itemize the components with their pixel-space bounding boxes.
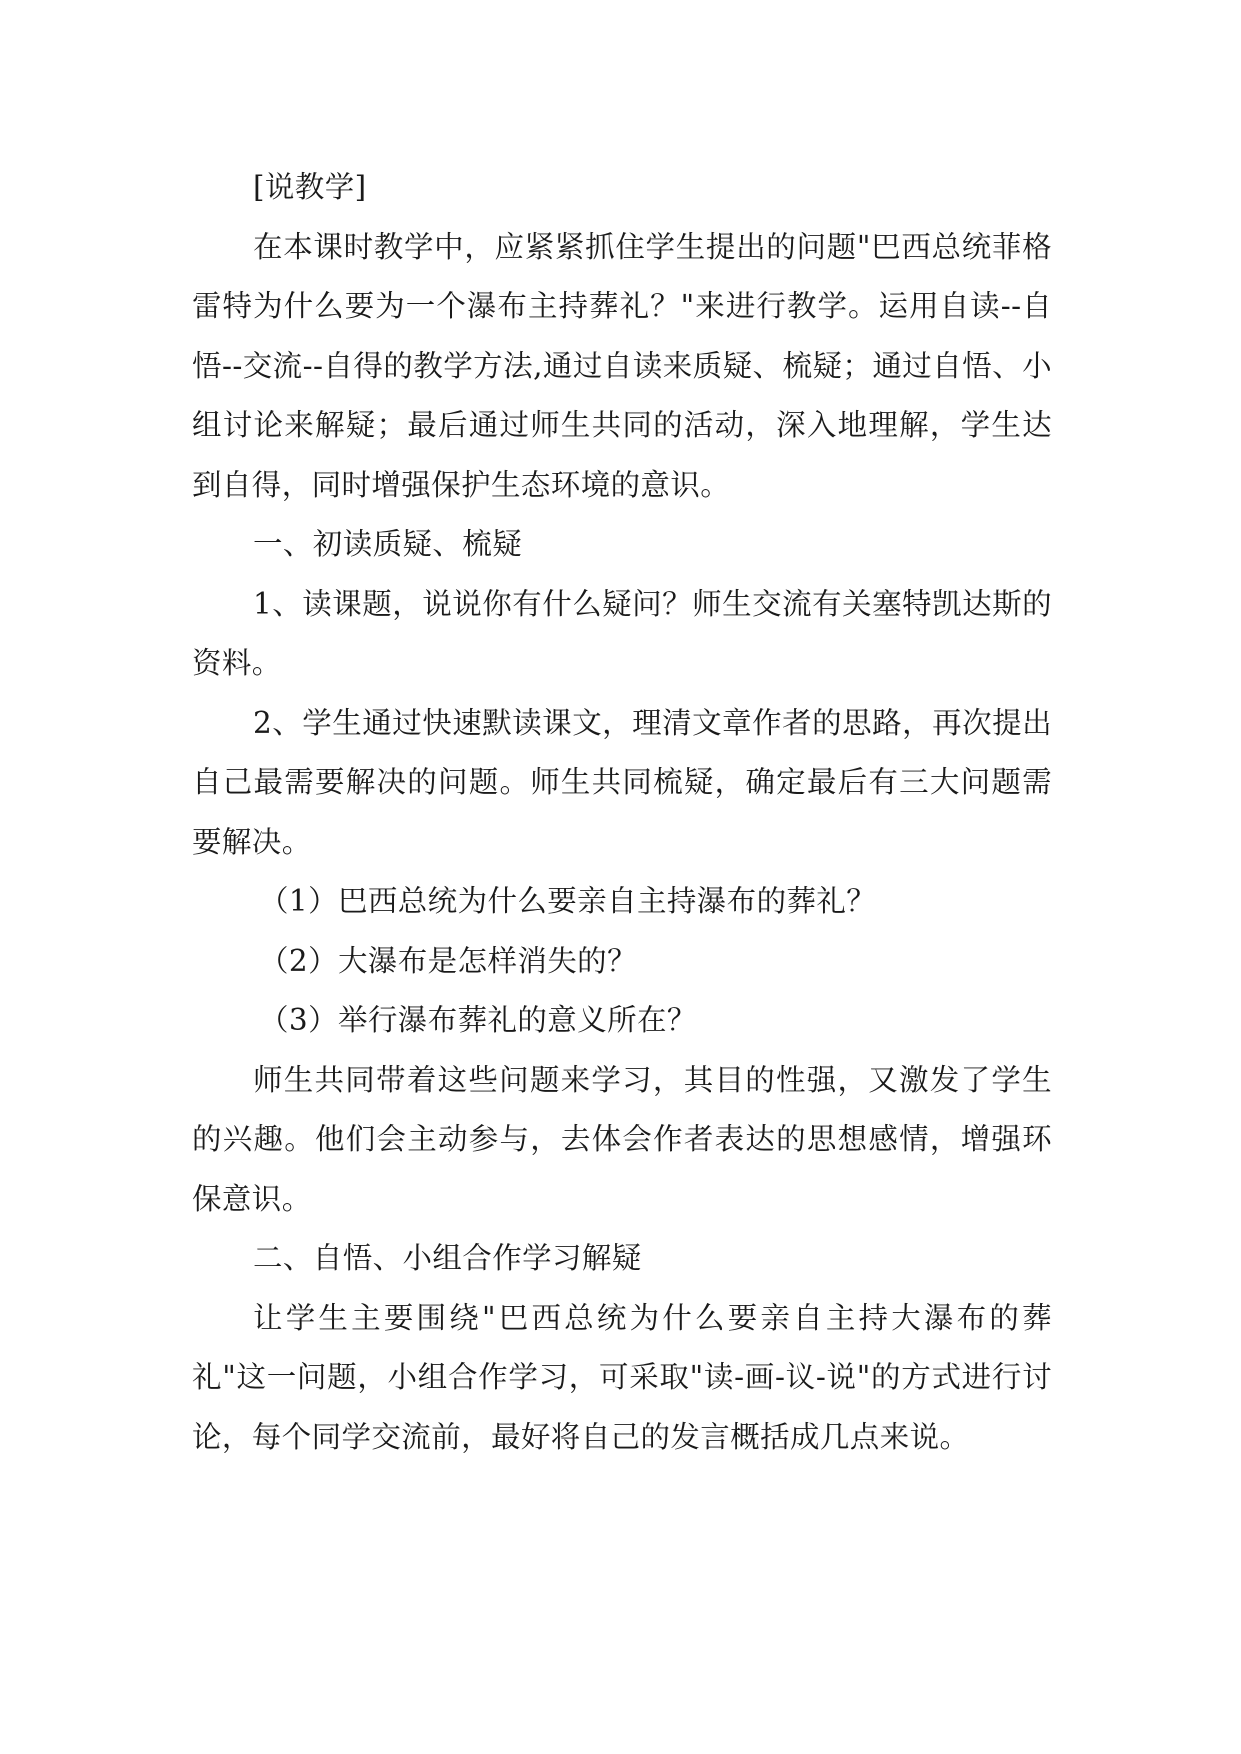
step-two: 2、学生通过快速默读课文，理清文章作者的思路，再次提出自己最需要解决的问题。师生共同梳疑，确定最后有三大问题需要解决。 <box>192 705 1052 859</box>
heading-part-one: 一、初读质疑、梳疑 <box>253 527 523 561</box>
paragraph-intro: 在本课时教学中，应紧紧抓住学生提出的问题"巴西总统菲格雷特为什么要为一个瀑布主持葬礼？"来进行教学。运用自读--自悟--交流--自得的教学方法,通过自读来质疑、梳疑；通过自悟、小组讨论来解疑；最后通过师生共同的活动，深入地理解，学生达到自得，同时增强保护生态环境的意识。 <box>192 229 1052 502</box>
question-two: （2）大瀑布是怎样消失的？ <box>259 943 637 978</box>
question-one: （1）巴西总统为什么要亲自主持瀑布的葬礼？ <box>259 884 877 918</box>
paragraph-group-work: 让学生主要围绕"巴西总统为什么要亲自主持大瀑布的葬礼"这一问题，小组合作学习，可采取"读-画-议-说"的方式进行讨论，每个同学交流前，最好将自己的发言概括成几点来说。 <box>192 1300 1052 1454</box>
heading-part-two: 二、自悟、小组合作学习解疑 <box>253 1241 642 1275</box>
document-page <box>192 158 1052 1467</box>
question-three: （3）举行瀑布葬礼的意义所在？ <box>259 1003 697 1037</box>
step-one: 1、读课题，说说你有什么疑问？师生交流有关塞特凯达斯的资料。 <box>192 586 1052 680</box>
section-label: [说教学] <box>253 170 367 204</box>
paragraph-purpose: 师生共同带着这些问题来学习，其目的性强，又激发了学生的兴趣。他们会主动参与，去体会作者表达的思想感情，增强环保意识。 <box>192 1062 1052 1216</box>
